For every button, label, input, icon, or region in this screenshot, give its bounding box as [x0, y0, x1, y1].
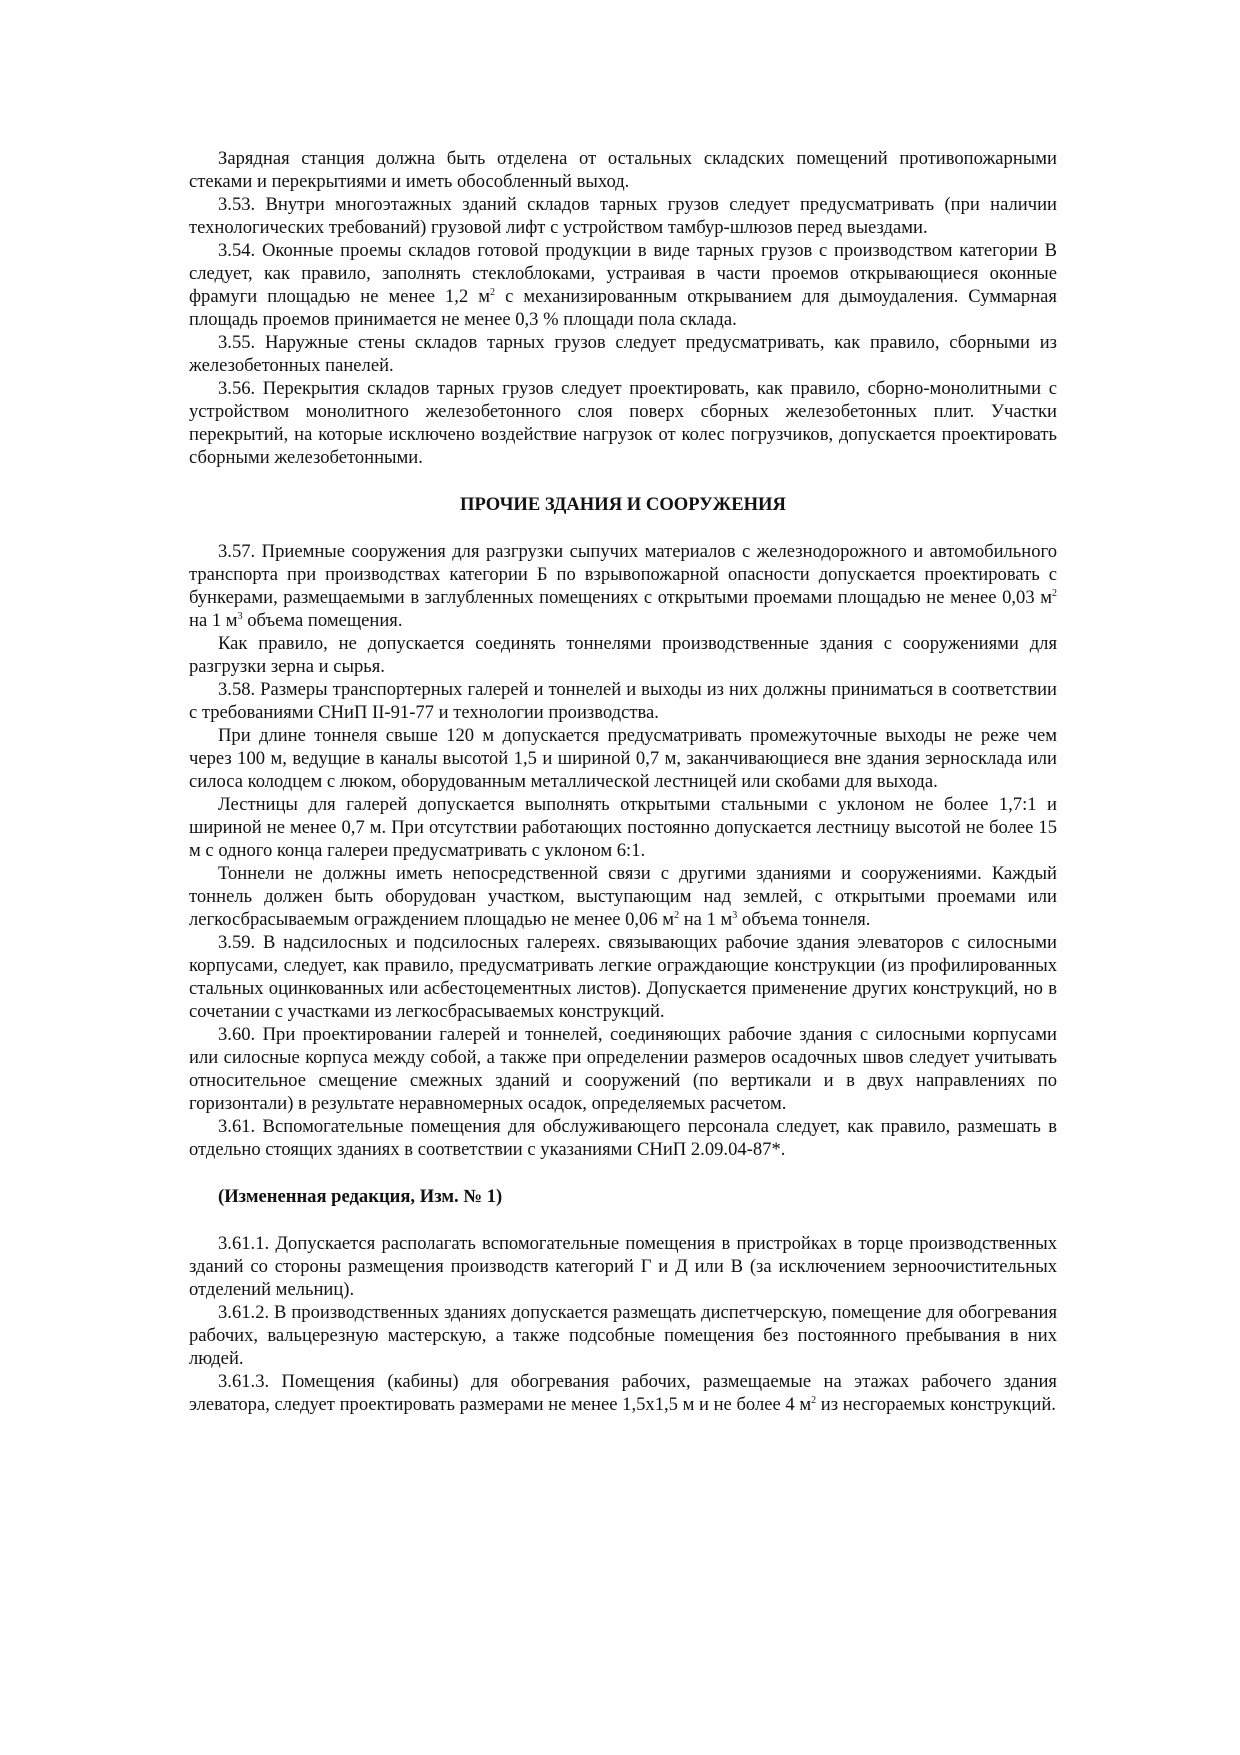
document-page — [189, 147, 1057, 1416]
text-fragment: 3.57. Приемные сооружения для разгрузки сыпучих материалов с железнодорожного и автомобильного транспорта при производствах категории Б по взрывопожарной опасности допускается проектировать с бункерами, размещаемыми в заглубленных помещениях с открытыми проемами площадью не менее 0,03 м — [189, 541, 1057, 608]
paragraph-3-61-1: 3.61.1. Допускается располагать вспомогательные помещения в пристройках в торце производственных зданий со стороны размещения производств категорий Г и Д или В (за исключением зерноочистительных отделений мельниц). — [189, 1233, 1057, 1300]
paragraph-3-61-2: 3.61.2. В производственных зданиях допускается размещать диспетчерскую, помещение для обогревания рабочих, вальцерезную мастерскую, а также подсобные помещения без постоянного пребывания в них людей. — [189, 1302, 1057, 1369]
paragraph-gallery-stairs: Лестницы для галерей допускается выполнять открытыми стальными с уклоном не более 1,7:1 и шириной не менее 0,7 м. При отсутствии работающих постоянно допускается лестницу высотой не более 15 м с одного конца галереи предусматривать с уклоном 6:1. — [189, 794, 1057, 861]
amendment-note: (Измененная редакция, Изм. № 1) — [218, 1186, 503, 1207]
paragraph-tunnel-isolation — [189, 862, 1057, 931]
paragraph-3-53: 3.53. Внутри многоэтажных зданий складов тарных грузов следует предусматривать (при наличии технологических требований) грузовой лифт с устройством тамбур-шлюзов перед выездами. — [189, 194, 1057, 238]
text-fragment: объема тоннеля. — [737, 909, 871, 930]
paragraph-3-61: 3.61. Вспомогательные помещения для обслуживающего персонала следует, как правило, размешать в отдельно стоящих зданиях в соответствии с указаниями СНиП 2.09.04-87*. — [189, 1116, 1057, 1160]
text-fragment: 3.54. Оконные проемы складов готовой продукции в виде тарных грузов с производством категории В следует, как правило, заполнять стеклоблоками, устраивая в части проемов открывающиеся оконные фрамуги площадью не менее 1,2 м — [189, 240, 1057, 307]
text-fragment: объема помещения. — [242, 610, 403, 631]
superscript: 3 — [237, 611, 243, 622]
text-fragment: 3.61.3. Помещения (кабины) для обогревания рабочих, размещаемые на этажах рабочего здания элеватора, следует проектировать размерами не менее 1,5х1,5 м и не более 4 м — [189, 1371, 1057, 1415]
paragraph-tunnels-connection: Как правило, не допускается соединять тоннелями производственные здания с сооружениями для разгрузки зерна и сырья. — [189, 633, 1057, 677]
text-fragment: Тоннели не должны иметь непосредственной связи с другими зданиями и сооружениями. Каждый тоннель должен быть оборудован участком, выступающим над землей, с открытыми проемами или легкосбрасываемым ограждением площадью не менее 0,06 м — [189, 863, 1057, 930]
paragraph-charging-station: Зарядная станция должна быть отделена от остальных складских помещений противопожарными стеками и перекрытиями и иметь обособленный выход. — [189, 148, 1057, 192]
superscript: 3 — [732, 910, 738, 921]
superscript: 2 — [490, 287, 496, 298]
paragraph-3-60: 3.60. При проектировании галерей и тоннелей, соединяющих рабочие здания с силосными корпусами или силосные корпуса между собой, а также при определении размеров осадочных швов следует учитывать относительное смещение смежных зданий и сооружений (по вертикали и в двух направлениях по горизонтали) в результате неравномерных осадок, определяемых расчетом. — [189, 1024, 1057, 1114]
section-heading: ПРОЧИЕ ЗДАНИЯ И СООРУЖЕНИЯ — [460, 494, 786, 515]
text-fragment: с механизированным открыванием для дымоудаления. Суммарная площадь проемов принимается не менее 0,3 % площади пола склада. — [189, 286, 1057, 330]
paragraph-3-54 — [189, 239, 1057, 331]
superscript: 2 — [811, 1395, 817, 1406]
superscript: 2 — [674, 910, 680, 921]
paragraph-3-55: 3.55. Наружные стены складов тарных грузов следует предусматривать, как правило, сборными из железобетонных панелей. — [189, 332, 1057, 376]
text-fragment: на 1 м — [679, 909, 733, 930]
paragraph-3-58: 3.58. Размеры транспортерных галерей и тоннелей и выходы из них должны приниматься в соответствии с требованиями СНиП II-91-77 и технологии производства. — [189, 679, 1057, 723]
text-fragment: на 1 м — [189, 610, 238, 631]
paragraph-3-56: 3.56. Перекрытия складов тарных грузов следует проектировать, как правило, сборно-монолитными с устройством монолитного железобетонного слоя поверх сборных железобетонных плит. Участки перекрытий, на которые исключено воздействие нагрузок от колес погрузчиков, допускается проектировать сборными железобетонными. — [189, 378, 1057, 468]
text-fragment: из несгораемых конструкций. — [816, 1394, 1056, 1415]
paragraph-3-57 — [189, 540, 1057, 632]
paragraph-3-59: 3.59. В надсилосных и подсилосных галереях. связывающих рабочие здания элеваторов с силосными корпусами, следует, как правило, предусматривать легкие ограждающие конструкции (из профилированных стальных оцинкованных или асбестоцементных листов). Допускается применение других конструкций, но в сочетании с участками из легкосбрасываемых конструкций. — [189, 932, 1057, 1022]
superscript: 2 — [1052, 588, 1057, 599]
paragraph-tunnel-exits: При длине тоннеля свыше 120 м допускается предусматривать промежуточные выходы не реже чем через 100 м, ведущие в каналы высотой 1,5 и шириной 0,7 м, заканчивающиеся вне здания зерносклада или силоса колодцем с люком, оборудованным металлической лестницей или скобами для выхода. — [189, 725, 1057, 792]
paragraph-3-61-3 — [189, 1370, 1057, 1416]
